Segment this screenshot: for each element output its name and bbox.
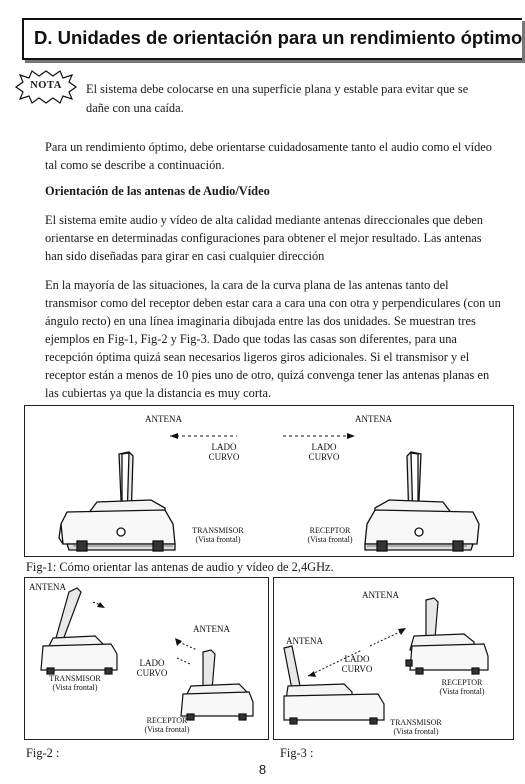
figure-1: [24, 405, 514, 557]
label-line: (Vista frontal): [439, 687, 485, 696]
fig1-antenna-right-label: ANTENA: [355, 414, 392, 424]
fig3-antenna-1-label: ANTENA: [362, 590, 399, 600]
note-text: [86, 80, 506, 118]
fig2-transmitter-label: [43, 674, 107, 692]
label-line: RECEPTOR: [309, 526, 351, 535]
fig3-illustration: [274, 578, 512, 738]
fig2-curved-label: [135, 658, 169, 678]
fig3-curved-label: [340, 654, 374, 674]
label-line: (Vista frontal): [307, 535, 353, 544]
label-line: (Vista frontal): [144, 725, 190, 734]
fig1-curved-right-label: [307, 442, 341, 462]
fig2-antenna-1-label: ANTENA: [29, 582, 66, 592]
note-label: NOTA: [30, 80, 62, 91]
text-line: orientarse en determinadas configuraciones para obtener el mejor resultado. Las antenas: [45, 231, 482, 245]
label-line: CURVO: [308, 452, 340, 462]
fig3-caption: Fig-3 :: [280, 746, 314, 760]
receiver-unit: [181, 650, 253, 720]
note-line: dañe con una caída.: [86, 101, 184, 115]
receiver-unit: [365, 452, 479, 551]
fig1-antenna-left-label: ANTENA: [145, 414, 182, 424]
transmitter-unit: [41, 588, 117, 674]
fig1-transmitter-label: [183, 526, 253, 544]
text-line: recepción óptima quizá sean necesarios ligeros giros adicionales. Si el transmisor y el: [45, 350, 470, 364]
figure-2: [24, 577, 269, 740]
receiver-unit: [406, 598, 488, 674]
label-line: TRANSMISOR: [390, 718, 442, 727]
fig2-antenna-2-label: ANTENA: [193, 624, 230, 634]
fig1-caption: Fig-1: Cómo orientar las antenas de audio y vídeo de 2,4GHz.: [26, 560, 334, 574]
section-header: [22, 18, 522, 60]
fig1-receiver-label: [300, 526, 360, 544]
label-line: (Vista frontal): [52, 683, 98, 692]
fig3-antenna-2-label: ANTENA: [286, 636, 323, 646]
paragraph-1: [45, 211, 510, 265]
figure-3: [273, 577, 514, 740]
label-line: LADO: [311, 442, 337, 452]
label-line: TRANSMISOR: [49, 674, 101, 683]
text-line: transmisor como del receptor deben estar cara a cara una con otra y perpendiculares (con un: [45, 296, 501, 310]
fig3-receiver-label: [432, 678, 492, 696]
label-line: LADO: [211, 442, 237, 452]
text-line: ejemplos en Fig-1, Fig-2 y Fig-3. Dado que todas las casas son diferentes, para una: [45, 332, 457, 346]
text-line: receptor están a menos de 10 pies uno de otro, quizá convenga tener las antenas planas en: [45, 368, 490, 382]
fig2-receiver-label: [137, 716, 197, 734]
section-title: D. Unidades de orientación para un rendimiento óptimo: [34, 27, 522, 48]
label-line: CURVO: [341, 664, 373, 674]
page-number: 8: [258, 762, 267, 777]
text-line: Para un rendimiento óptimo, debe orientarse cuidadosamente tanto el audio como el vídeo: [45, 140, 492, 154]
text-line: ángulo recto) en una línea imaginaria dibujada entre las dos unidades. Se muestran tres: [45, 314, 476, 328]
text-line: las cubiertas ya que la distancia es muy corta.: [45, 386, 272, 400]
label-line: LADO: [139, 658, 165, 668]
fig1-curved-left-label: [207, 442, 241, 462]
label-line: (Vista frontal): [195, 535, 241, 544]
fig3-transmitter-label: [384, 718, 448, 736]
text-line: han sido diseñadas para girar en casi cualquier dirección: [45, 249, 325, 263]
text-line: El sistema emite audio y vídeo de alta calidad mediante antenas direccionales que deben: [45, 213, 483, 227]
label-line: TRANSMISOR: [192, 526, 244, 535]
section-heading: Orientación de las antenas de Audio/Vídeo: [45, 184, 270, 198]
label-line: CURVO: [136, 668, 168, 678]
fig2-caption: Fig-2 :: [26, 746, 60, 760]
note-line: El sistema debe colocarse en una superficie plana y estable para evitar que se: [86, 82, 469, 96]
text-line: En la mayoría de las situaciones, la cara de la curva plana de las antenas tanto del: [45, 278, 449, 292]
label-line: RECEPTOR: [441, 678, 483, 687]
transmitter-unit: [59, 452, 175, 551]
label-line: (Vista frontal): [393, 727, 439, 736]
note-badge: [14, 70, 78, 104]
label-line: RECEPTOR: [146, 716, 188, 725]
paragraph-2: [45, 276, 510, 402]
label-line: CURVO: [208, 452, 240, 462]
label-line: LADO: [344, 654, 370, 664]
fig1-illustration: [25, 406, 512, 555]
intro-paragraph: [45, 138, 510, 174]
text-line: tal como se describe a continuación.: [45, 158, 225, 172]
